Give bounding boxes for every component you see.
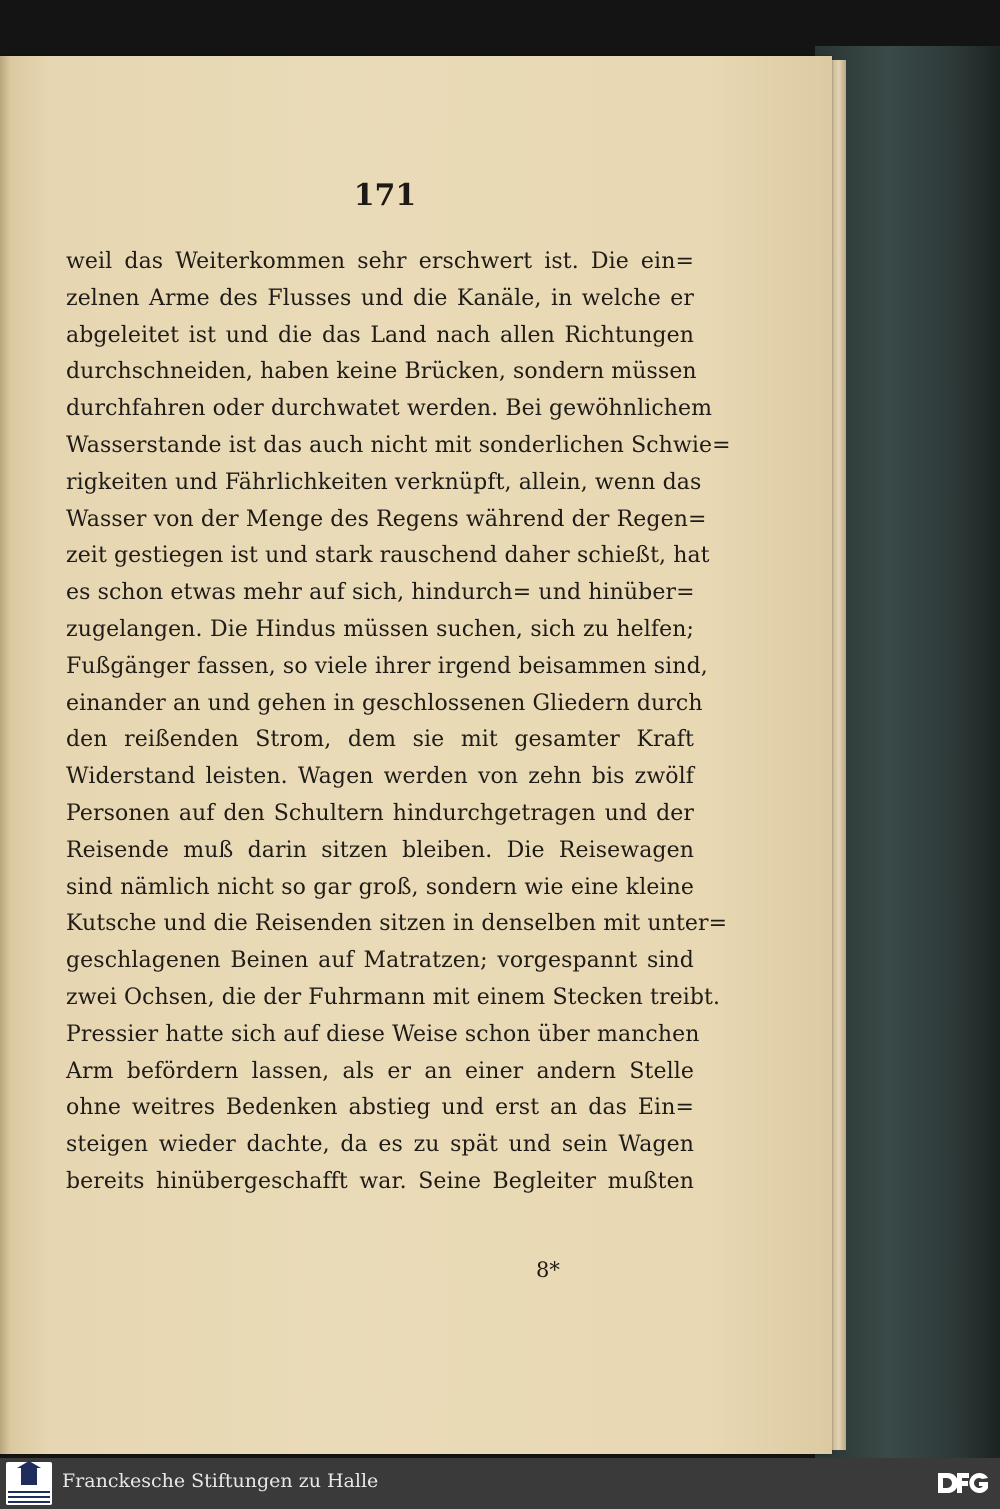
francke-foundation-logo-icon[interactable] bbox=[6, 1462, 52, 1505]
text-line: zwei Ochsen, die der Fuhrmann mit einem Stecken treibt. bbox=[66, 984, 721, 1010]
institution-name[interactable]: Franckesche Stiftungen zu Halle bbox=[62, 1470, 379, 1492]
text-line: Fußgänger fassen, so viele ihrer irgend beisammen sind, bbox=[66, 653, 708, 679]
text-line: ohne weitres Bedenken abstieg und erst an das Ein= bbox=[66, 1095, 694, 1121]
signature-mark: 8* bbox=[536, 1258, 560, 1282]
text-line: Pressier hatte sich auf diese Weise schon über manchen bbox=[66, 1021, 700, 1047]
text-line: Widerstand leisten. Wagen werden von zehn bis zwölf bbox=[66, 764, 694, 790]
text-line: rigkeiten und Fährlichkeiten verknüpft, allein, wenn das bbox=[66, 469, 702, 495]
text-line: Kutsche und die Reisenden sitzen in denselben mit unter= bbox=[66, 911, 728, 937]
dfg-logo-icon[interactable] bbox=[936, 1469, 990, 1497]
text-line: bereits hinübergeschafft war. Seine Begleiter mußten bbox=[66, 1168, 694, 1194]
text-line: es schon etwas mehr auf sich, hindurch= und hinüber= bbox=[66, 580, 695, 606]
text-line: Wasser von der Menge des Regens während der Regen= bbox=[66, 506, 707, 532]
text-line: geschlagenen Beinen auf Matratzen; vorgespannt sind bbox=[66, 948, 694, 974]
page-text-block bbox=[66, 244, 731, 1201]
book-page bbox=[0, 56, 832, 1454]
text-line: Wasserstande ist das auch nicht mit sonderlichen Schwie= bbox=[66, 432, 731, 458]
text-line: durchschneiden, haben keine Brücken, sondern müssen bbox=[66, 359, 697, 385]
text-line: zelnen Arme des Flusses und die Kanäle, in welche er bbox=[66, 285, 694, 311]
text-line: sind nämlich nicht so gar groß, sondern wie eine kleine bbox=[66, 874, 694, 900]
text-line: abgeleitet ist und die das Land nach allen Richtungen bbox=[66, 322, 694, 348]
text-line: durchfahren oder durchwatet werden. Bei gewöhnlichem bbox=[66, 396, 713, 422]
page-number: 171 bbox=[353, 178, 417, 213]
text-line: einander an und gehen in geschlossenen Gliedern durch bbox=[66, 690, 703, 716]
text-line: den reißenden Strom, dem sie mit gesamter Kraft bbox=[66, 727, 694, 753]
text-line: Reisende muß darin sitzen bleiben. Die Reisewagen bbox=[66, 837, 694, 863]
text-line: weil das Weiterkommen sehr erschwert ist. Die ein= bbox=[66, 249, 694, 274]
viewer-footer bbox=[0, 1458, 1000, 1509]
text-line: steigen wieder dachte, da es zu spät und sein Wagen bbox=[66, 1132, 694, 1158]
text-line: Personen auf den Schultern hindurchgetragen und der bbox=[66, 800, 694, 826]
text-line: Arm befördern lassen, als er an einer andern Stelle bbox=[66, 1058, 694, 1084]
text-line: zeit gestiegen ist und stark rauschend daher schießt, hat bbox=[66, 543, 710, 569]
text-line: zugelangen. Die Hindus müssen suchen, sich zu helfen; bbox=[66, 616, 694, 642]
